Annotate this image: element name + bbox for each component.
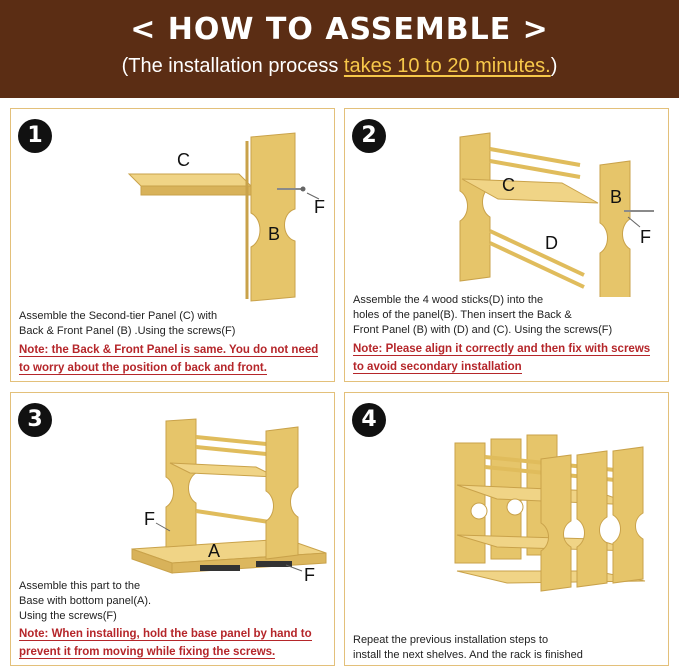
header-banner [0,0,679,98]
label-b: B [268,224,281,244]
label-c: C [502,175,515,195]
subtitle-prefix: (The installation process [121,55,344,77]
step-1-note [19,341,318,377]
label-f: F [304,565,315,585]
description-line: Base with bottom panel(A). [19,595,152,607]
note-line: Note: When installing, hold the base panel by hand to [19,628,312,640]
label-f: F [144,509,155,529]
description-line: Assemble this part to the [19,580,141,592]
note-line: prevent it from moving while fixing the screws. [19,646,276,658]
description-line: Assemble the 4 wood sticks(D) into the [353,294,544,306]
note-line: to worry about the position of back and front. [19,362,267,374]
step-1-illustration [111,129,331,309]
description-line: Repeat the previous installation steps to [353,634,549,646]
label-f: F [314,197,325,217]
page-subtitle [0,55,679,78]
step-1-description [19,309,235,339]
step-3-note [19,625,312,661]
step-number-badge: 3 [18,403,52,437]
step-1-panel [10,108,335,382]
subtitle-highlight: takes 10 to 20 minutes. [343,55,551,77]
step-4-description [353,633,583,663]
label-c: C [177,150,190,170]
description-line: Back & Front Panel (B) .Using the screws(F) [19,325,236,337]
step-4-illustration [445,431,655,601]
subtitle-suffix: ) [550,55,558,77]
step-number-badge: 2 [352,119,386,153]
step-number-badge: 4 [352,403,386,437]
step-4-panel [344,392,669,666]
label-d: D [545,233,558,253]
step-number-badge: 1 [18,119,52,153]
step-2-description [353,293,612,338]
note-line: to avoid secondary installation [353,361,522,373]
note-line: Note: Please align it correctly and then fix with screws [353,343,651,355]
label-f: F [640,227,651,247]
step-2-note [353,340,650,376]
description-line: holes of the panel(B). Then insert the Back & [353,309,572,321]
step-2-illustration [450,127,665,297]
label-a: A [208,541,221,561]
label-b: B [610,187,623,207]
description-line: Assemble the Second-tier Panel (C) with [19,310,218,322]
step-3-panel [10,392,335,666]
step-3-description [19,579,151,624]
description-line: install the next shelves. And the rack is finished [353,649,583,661]
description-line: Using the screws(F) [19,610,117,622]
page-title: < HOW TO ASSEMBLE > [130,12,549,47]
step-3-illustration [126,415,336,595]
description-line: Front Panel (B) with (D) and (C). Using the screws(F) [353,324,613,336]
note-line: Note: the Back & Front Panel is same. You do not need [19,344,319,356]
step-2-panel [344,108,669,382]
